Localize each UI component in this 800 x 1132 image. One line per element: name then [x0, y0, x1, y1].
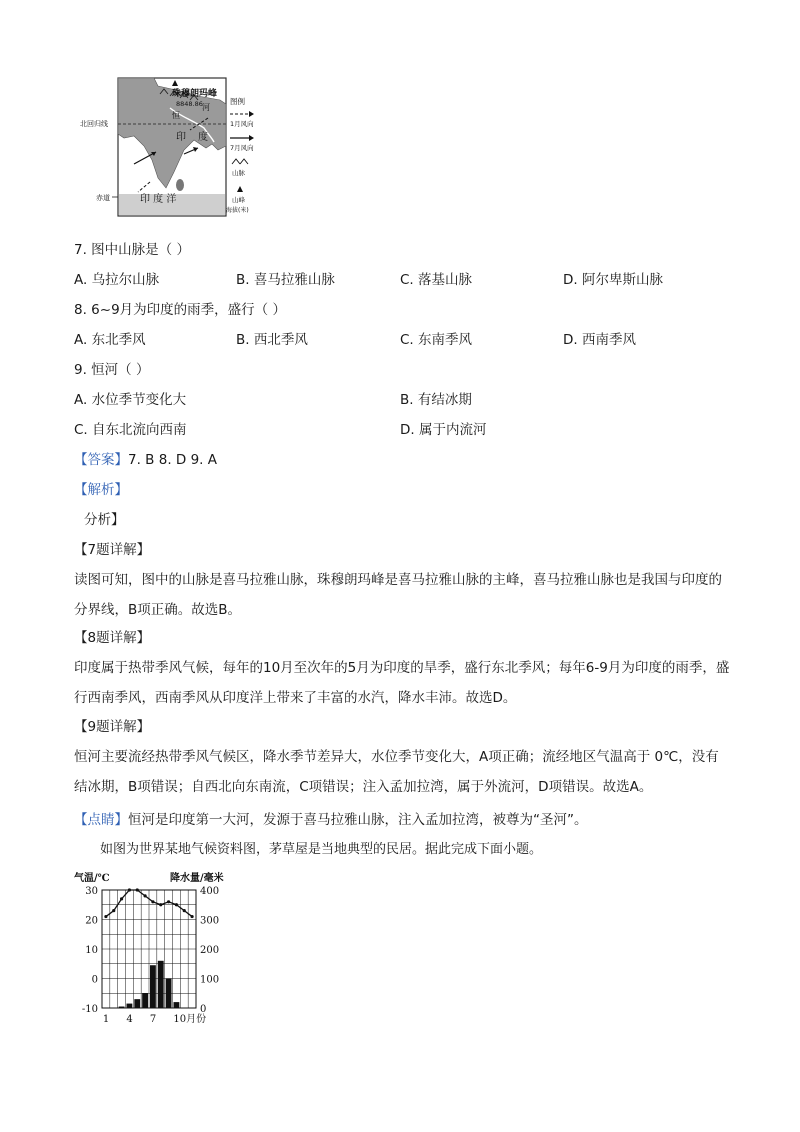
month-tick-label: 7 [149, 1014, 157, 1025]
map-label-he: 河 [202, 103, 210, 112]
month-tick-label: 10月份 [173, 1014, 207, 1025]
temperature-point [112, 909, 115, 912]
climate-chart-svg [72, 868, 232, 1028]
temp-tick-label: 0 [91, 974, 98, 986]
map-equator-label: 赤道 [96, 194, 110, 202]
legend-title: 图例 [230, 97, 245, 106]
precipitation-bar [150, 965, 156, 1008]
detail-7-label: 【7题详解】 [74, 542, 151, 558]
q7-option-c[interactable]: C. 落基山脉 [400, 272, 473, 288]
temperature-point [190, 915, 193, 918]
india-map-figure [80, 76, 285, 220]
map-tropic-label: 北回归线 [80, 120, 108, 128]
precipitation-bar [158, 961, 164, 1008]
precipitation-bar [142, 993, 148, 1008]
precip-tick-label: 300 [200, 915, 220, 927]
legend-jul: 7月风向 [230, 144, 254, 152]
precip-tick-label: 0 [200, 1004, 207, 1015]
detail-8-text: 印度属于热带季风气候，每年的10月至次年的5月为印度的旱季，盛行东北季风；每年6-9月为印度的雨季，盛行西南季风，西南季风从印度洋上带来了丰富的水汽，降水丰沛。故选D。 [74, 660, 730, 706]
legend-peak-icon [237, 186, 243, 192]
detail-8-label: 【8题详解】 [74, 630, 151, 646]
q9-option-b[interactable]: B. 有结冰期 [400, 392, 472, 408]
q8-option-b[interactable]: B. 西北季风 [236, 332, 308, 348]
question-8-stem: 8. 6~9月为印度的雨季，盛行（ ） [74, 302, 286, 318]
q8-option-d[interactable]: D. 西南季风 [563, 332, 636, 348]
temp-tick-label: -10 [81, 1004, 98, 1015]
temperature-point [120, 897, 123, 900]
precip-tick-label: 100 [200, 974, 220, 986]
answer-label: 【答案】 [74, 452, 128, 468]
month-tick-label: 4 [126, 1014, 133, 1025]
legend-mountain: 山脉 [232, 169, 245, 177]
point-label: 【点睛】 [74, 812, 128, 828]
map-peak-height: 8848.86 [176, 100, 203, 108]
answer-text: 7. B 8. D 9. A [128, 452, 217, 468]
precip-tick-label: 400 [200, 886, 220, 897]
precipitation-bar [174, 1002, 180, 1008]
q7-option-b[interactable]: B. 喜马拉雅山脉 [236, 272, 335, 288]
temperature-point [175, 903, 178, 906]
q8-option-c[interactable]: C. 东南季风 [400, 332, 473, 348]
q9-option-a[interactable]: A. 水位季节变化大 [74, 392, 187, 408]
map-label-heng: 恒 [172, 111, 180, 120]
legend-peak: 山峰 [232, 196, 245, 204]
precipitation-bar [134, 999, 140, 1008]
analysis-sub: 分析】 [84, 512, 125, 528]
map-peak-name: 珠穆朗玛峰 [172, 89, 218, 99]
q9-option-c[interactable]: C. 自东北流向西南 [74, 422, 187, 438]
point-line [74, 810, 588, 830]
precipitation-bar [119, 1007, 125, 1008]
temperature-point [183, 909, 186, 912]
question-9-stem: 9. 恒河（ ） [74, 362, 150, 378]
temp-tick-label: 10 [85, 945, 98, 956]
q9-option-d[interactable]: D. 属于内流河 [400, 422, 487, 438]
map-label-yin: 印 [176, 132, 186, 143]
legend-peak-sub: 海拔(米) [226, 207, 249, 214]
detail-9-text: 恒河主要流经热带季风气候区，降水季节差异大，水位季节变化大，A项正确；流经地区气温高于 0℃，没有结冰期，B项错误；自西北向东南流，C项错误；注入孟加拉湾，属于外流河，D项错误。故选A。 [74, 749, 719, 795]
climate-chart [72, 868, 232, 1028]
precipitation-bar [166, 979, 172, 1009]
legend-jan: 1月风向 [230, 120, 254, 128]
precip-axis-label: 降水量/毫米 [170, 873, 224, 884]
q7-option-d[interactable]: D. 阿尔卑斯山脉 [563, 272, 663, 288]
temperature-point [143, 894, 146, 897]
answer-line [74, 450, 217, 470]
detail-9-label: 【9题详解】 [74, 719, 151, 735]
temperature-point [151, 900, 154, 903]
q7-option-a[interactable]: A. 乌拉尔山脉 [74, 272, 160, 288]
temp-tick-label: 20 [85, 915, 98, 927]
map-ocean-label: 印 度 洋 [140, 194, 177, 205]
section-intro: 如图为世界某地气候资料图，茅草屋是当地典型的民居。据此完成下面小题。 [100, 842, 543, 857]
temperature-point [159, 903, 162, 906]
q8-option-a[interactable]: A. 东北季风 [74, 332, 146, 348]
precipitation-bar [127, 1004, 133, 1008]
temperature-point [104, 915, 107, 918]
question-7-stem: 7. 图中山脉是（ ） [74, 242, 190, 258]
point-text: 恒河是印度第一大河，发源于喜马拉雅山脉，注入孟加拉湾，被尊为“圣河”。 [128, 812, 588, 828]
map-label-du: 度 [198, 132, 208, 143]
precip-tick-label: 200 [200, 945, 220, 956]
temp-tick-label: 30 [85, 886, 98, 897]
month-tick-label: 1 [102, 1014, 110, 1025]
temp-axis-label: 气温/℃ [74, 873, 110, 884]
temperature-point [167, 900, 170, 903]
temperature-point [128, 888, 131, 891]
india-map [80, 76, 285, 220]
temperature-point [136, 888, 139, 891]
mountain-icon [232, 159, 248, 164]
analysis-label: 【解析】 [74, 482, 128, 498]
detail-7-text: 读图可知，图中的山脉是喜马拉雅山脉，珠穆朗玛峰是喜马拉雅山脉的主峰，喜马拉雅山脉也是我国与印度的分界线，B项正确。故选B。 [74, 572, 722, 618]
